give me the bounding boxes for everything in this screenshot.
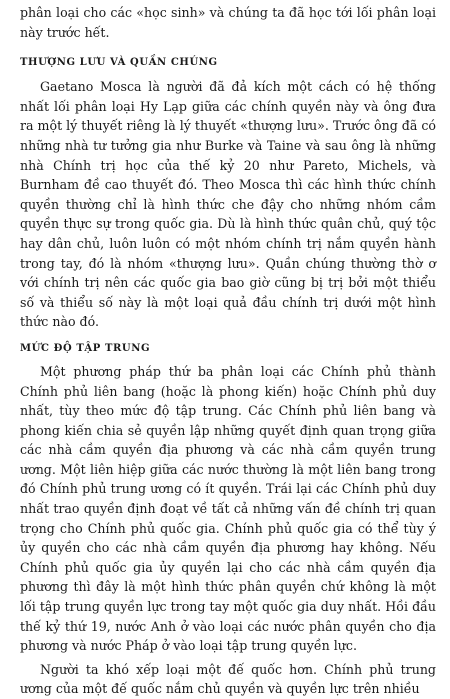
section-heading-elite-masses: THƯỢNG LƯU VÀ QUẦN CHÚNG xyxy=(20,57,218,69)
section-paragraph-centralization: Một phương pháp thứ ba phân loại các Chính phủ thành Chính phủ liên bang (hoặc là phong kiến) hoặc Chính phủ duy nhất, tùy theo mức độ tập trung. Các Chính phủ liên bang và phong kiến chia sẻ quyền lập những quyết định quan trọng giữa các nhà cầm quyền địa phương và các nhà cầm quyền trung ương. Một liên hiệp giữa các nước thường là một liên bang trong đó Chính phủ trung ương có ít quyền. Trái lại các Chính phủ duy nhất trao quyền định đoạt về tất cả những vấn đề chính trị quan trọng cho Chính phủ quốc gia. Chính phủ quốc gia có thể tùy ý ủy quyền cho các nhà cầm quyền địa phương hay không. Nếu Chính phủ quốc gia ủy quyền lại cho các nhà cầm quyền địa phương thì đây là một hình thức phân quyền chứ không là một lối tập trung quyền lực trong tay một quốc gia duy nhất. Hồi đầu thế kỷ thứ 19, nước Anh ở vào loại các nước phân quyền cho địa phương và nước Pháp ở vào loại tập trung quyền lực. xyxy=(20,363,436,654)
section-heading-centralization: MỨC ĐỘ TẬP TRUNG xyxy=(20,342,151,354)
section-paragraph-empire: Người ta khó xếp loại một đế quốc hơn. Chính phủ trung ương của một đế quốc nắm chủ quyền và quyền lực trên nhiều xyxy=(20,661,436,697)
intro-paragraph: phân loại cho các «học sinh» và chúng ta đã học tới lối phân loại này trước hết. xyxy=(20,5,436,40)
section-paragraph-elite-masses: Gaetano Mosca là người đã đả kích một cách có hệ thống nhất lối phân loại Hy Lạp giữa các chính quyền này và ông đưa ra một lý thuyết riêng là lý thuyết «thượng lưu». Trước ông đã có những nhà tư tưởng gia như Burke và Taine và sau ông là những nhà Chính trị học của thế kỷ 20 như Pareto, Michels, và Burnham đề cao thuyết đó. Theo Mosca thì các hình thức chính quyền thường chỉ là hình thức che đậy cho những nhóm cầm quyền thực sự trong quốc gia. Dù là hình thức quân chủ, quý tộc hay dân chủ, luôn luôn có một nhóm chính trị nắm quyền hành trong tay, đó là nhóm «thượng lưu». Quần chúng thường thờ ơ với chính trị nên các quốc gia bao giờ cũng bị trị bởi một thiểu số và thiểu số này là một loại quả đầu chính trị dưới một hình thức nào đó. xyxy=(20,79,436,330)
